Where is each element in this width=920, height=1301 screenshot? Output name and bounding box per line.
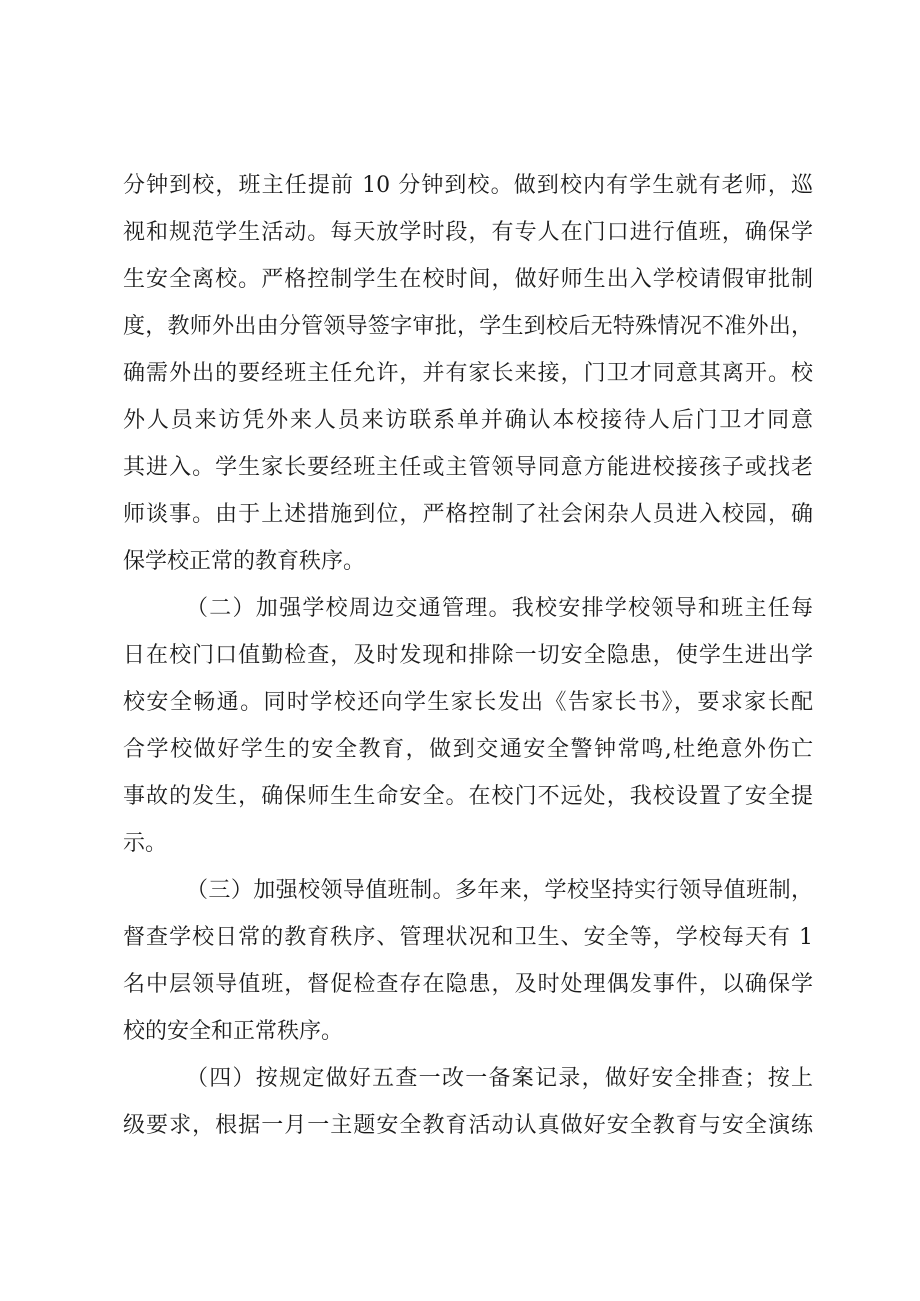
paragraph-heading-4: （四）按规定做好五查一改一备案记录，做好安全排查；按上 (186, 1066, 813, 1091)
text-line: 师谈事。由于上述措施到位，严格控制了社会闲杂人员进入校园，确 (123, 502, 813, 527)
paragraph-heading-2: （二）加强学校周边交通管理。我校安排学校领导和班主任每 (186, 596, 813, 621)
text-line: 日在校门口值勤检查，及时发现和排除一切安全隐患，使学生进出学 (123, 643, 813, 668)
text-line: 视和规范学生活动。每天放学时段，有专人在门口进行值班，确保学 (123, 220, 813, 245)
text-line: 合学校做好学生的安全教育，做到交通安全警钟常鸣,杜绝意外伤亡 (123, 737, 813, 762)
text-line: 分钟到校，班主任提前 10 分钟到校。做到校内有学生就有老师，巡 (123, 173, 813, 198)
text-line: 其进入。学生家长要经班主任或主管领导同意方能进校接孩子或找老 (123, 455, 813, 480)
text-line: 校的安全和正常秩序。 (123, 1019, 344, 1044)
text-line: 示。 (123, 831, 168, 856)
text-line: 校安全畅通。同时学校还向学生家长发出《告家长书》，要求家长配 (123, 690, 813, 715)
text-line: 级要求，根据一月一主题安全教育活动认真做好安全教育与安全演练 (123, 1113, 813, 1138)
text-line: 生安全离校。严格控制学生在校时间，做好师生出入学校请假审批制 (123, 267, 813, 292)
paragraph-heading-3: （三）加强校领导值班制。多年来，学校坚持实行领导值班制， (186, 878, 813, 903)
text-line: 外人员来访凭外来人员来访联系单并确认本校接待人后门卫才同意 (123, 408, 813, 433)
text-line: 确需外出的要经班主任允许，并有家长来接，门卫才同意其离开。校 (123, 361, 813, 386)
text-line: 度，教师外出由分管领导签字审批，学生到校后无特殊情况不准外出， (123, 314, 813, 339)
text-line: 名中层领导值班，督促检查存在隐患，及时处理偶发事件，以确保学 (123, 972, 813, 997)
text-line: 保学校正常的教育秩序。 (123, 549, 366, 574)
text-line: 事故的发生，确保师生生命安全。在校门不远处，我校设置了安全提 (123, 784, 813, 809)
text-line: 督查学校日常的教育秩序、管理状况和卫生、安全等，学校每天有 1 (123, 925, 813, 950)
